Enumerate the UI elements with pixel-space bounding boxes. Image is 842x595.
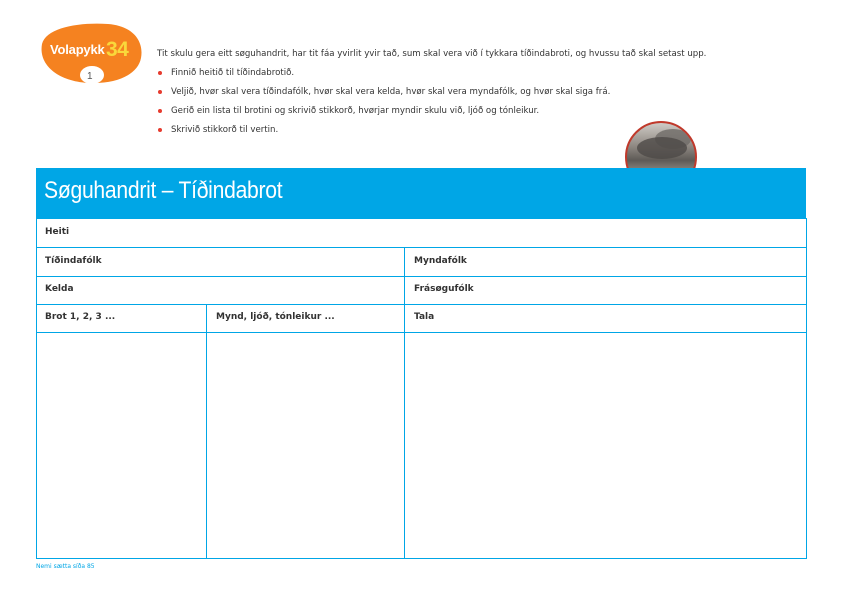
- logo-number: 34: [106, 38, 129, 61]
- field-heiti[interactable]: Heiti: [45, 227, 70, 237]
- field-frasogufolk[interactable]: Frásøgufólk: [414, 284, 474, 294]
- instruction-item: Skrivið stikkorð til vertin.: [157, 124, 757, 136]
- logo-brand-text: Volapykk: [50, 42, 105, 57]
- column-header-brot: Brot 1, 2, 3 ...: [45, 312, 116, 322]
- footer-note: Nemi sætta síða 85: [36, 563, 95, 570]
- bullet-icon: [158, 71, 162, 75]
- script-form: [36, 218, 807, 559]
- column-header-mynd: Mynd, ljóð, tónleikur ...: [216, 312, 335, 322]
- instruction-item: Gerið ein lista til brotini og skrivið stikkorð, hvørjar myndir skulu við, ljóð og tónleikur.: [157, 105, 757, 117]
- field-myndafolk[interactable]: Myndafólk: [414, 256, 467, 266]
- bullet-icon: [158, 90, 162, 94]
- instruction-item: Finnið heitið til tíðindabrotið.: [157, 67, 757, 79]
- column-header-tala: Tala: [414, 312, 435, 322]
- instructions-paragraph: Tit skulu gera eitt søguhandrit, har tit fáa yvirlit yvir tað, sum skal vera við í tykkara tíðindabroti, og hvussu tað skal setast upp.: [157, 49, 707, 59]
- bullet-icon: [158, 109, 162, 113]
- title-band: [36, 168, 806, 218]
- bullet-icon: [158, 128, 162, 132]
- page-title: Søguhandrit – Tíðindabrot: [44, 177, 283, 204]
- page-number: 1: [87, 71, 93, 82]
- field-kelda[interactable]: Kelda: [45, 284, 74, 294]
- instruction-item: Veljið, hvør skal vera tíðindafólk, hvør skal vera kelda, hvør skal vera myndafólk, og hvør skal siga frá.: [157, 86, 757, 98]
- field-tidindafolk[interactable]: Tíðindafólk: [45, 256, 102, 266]
